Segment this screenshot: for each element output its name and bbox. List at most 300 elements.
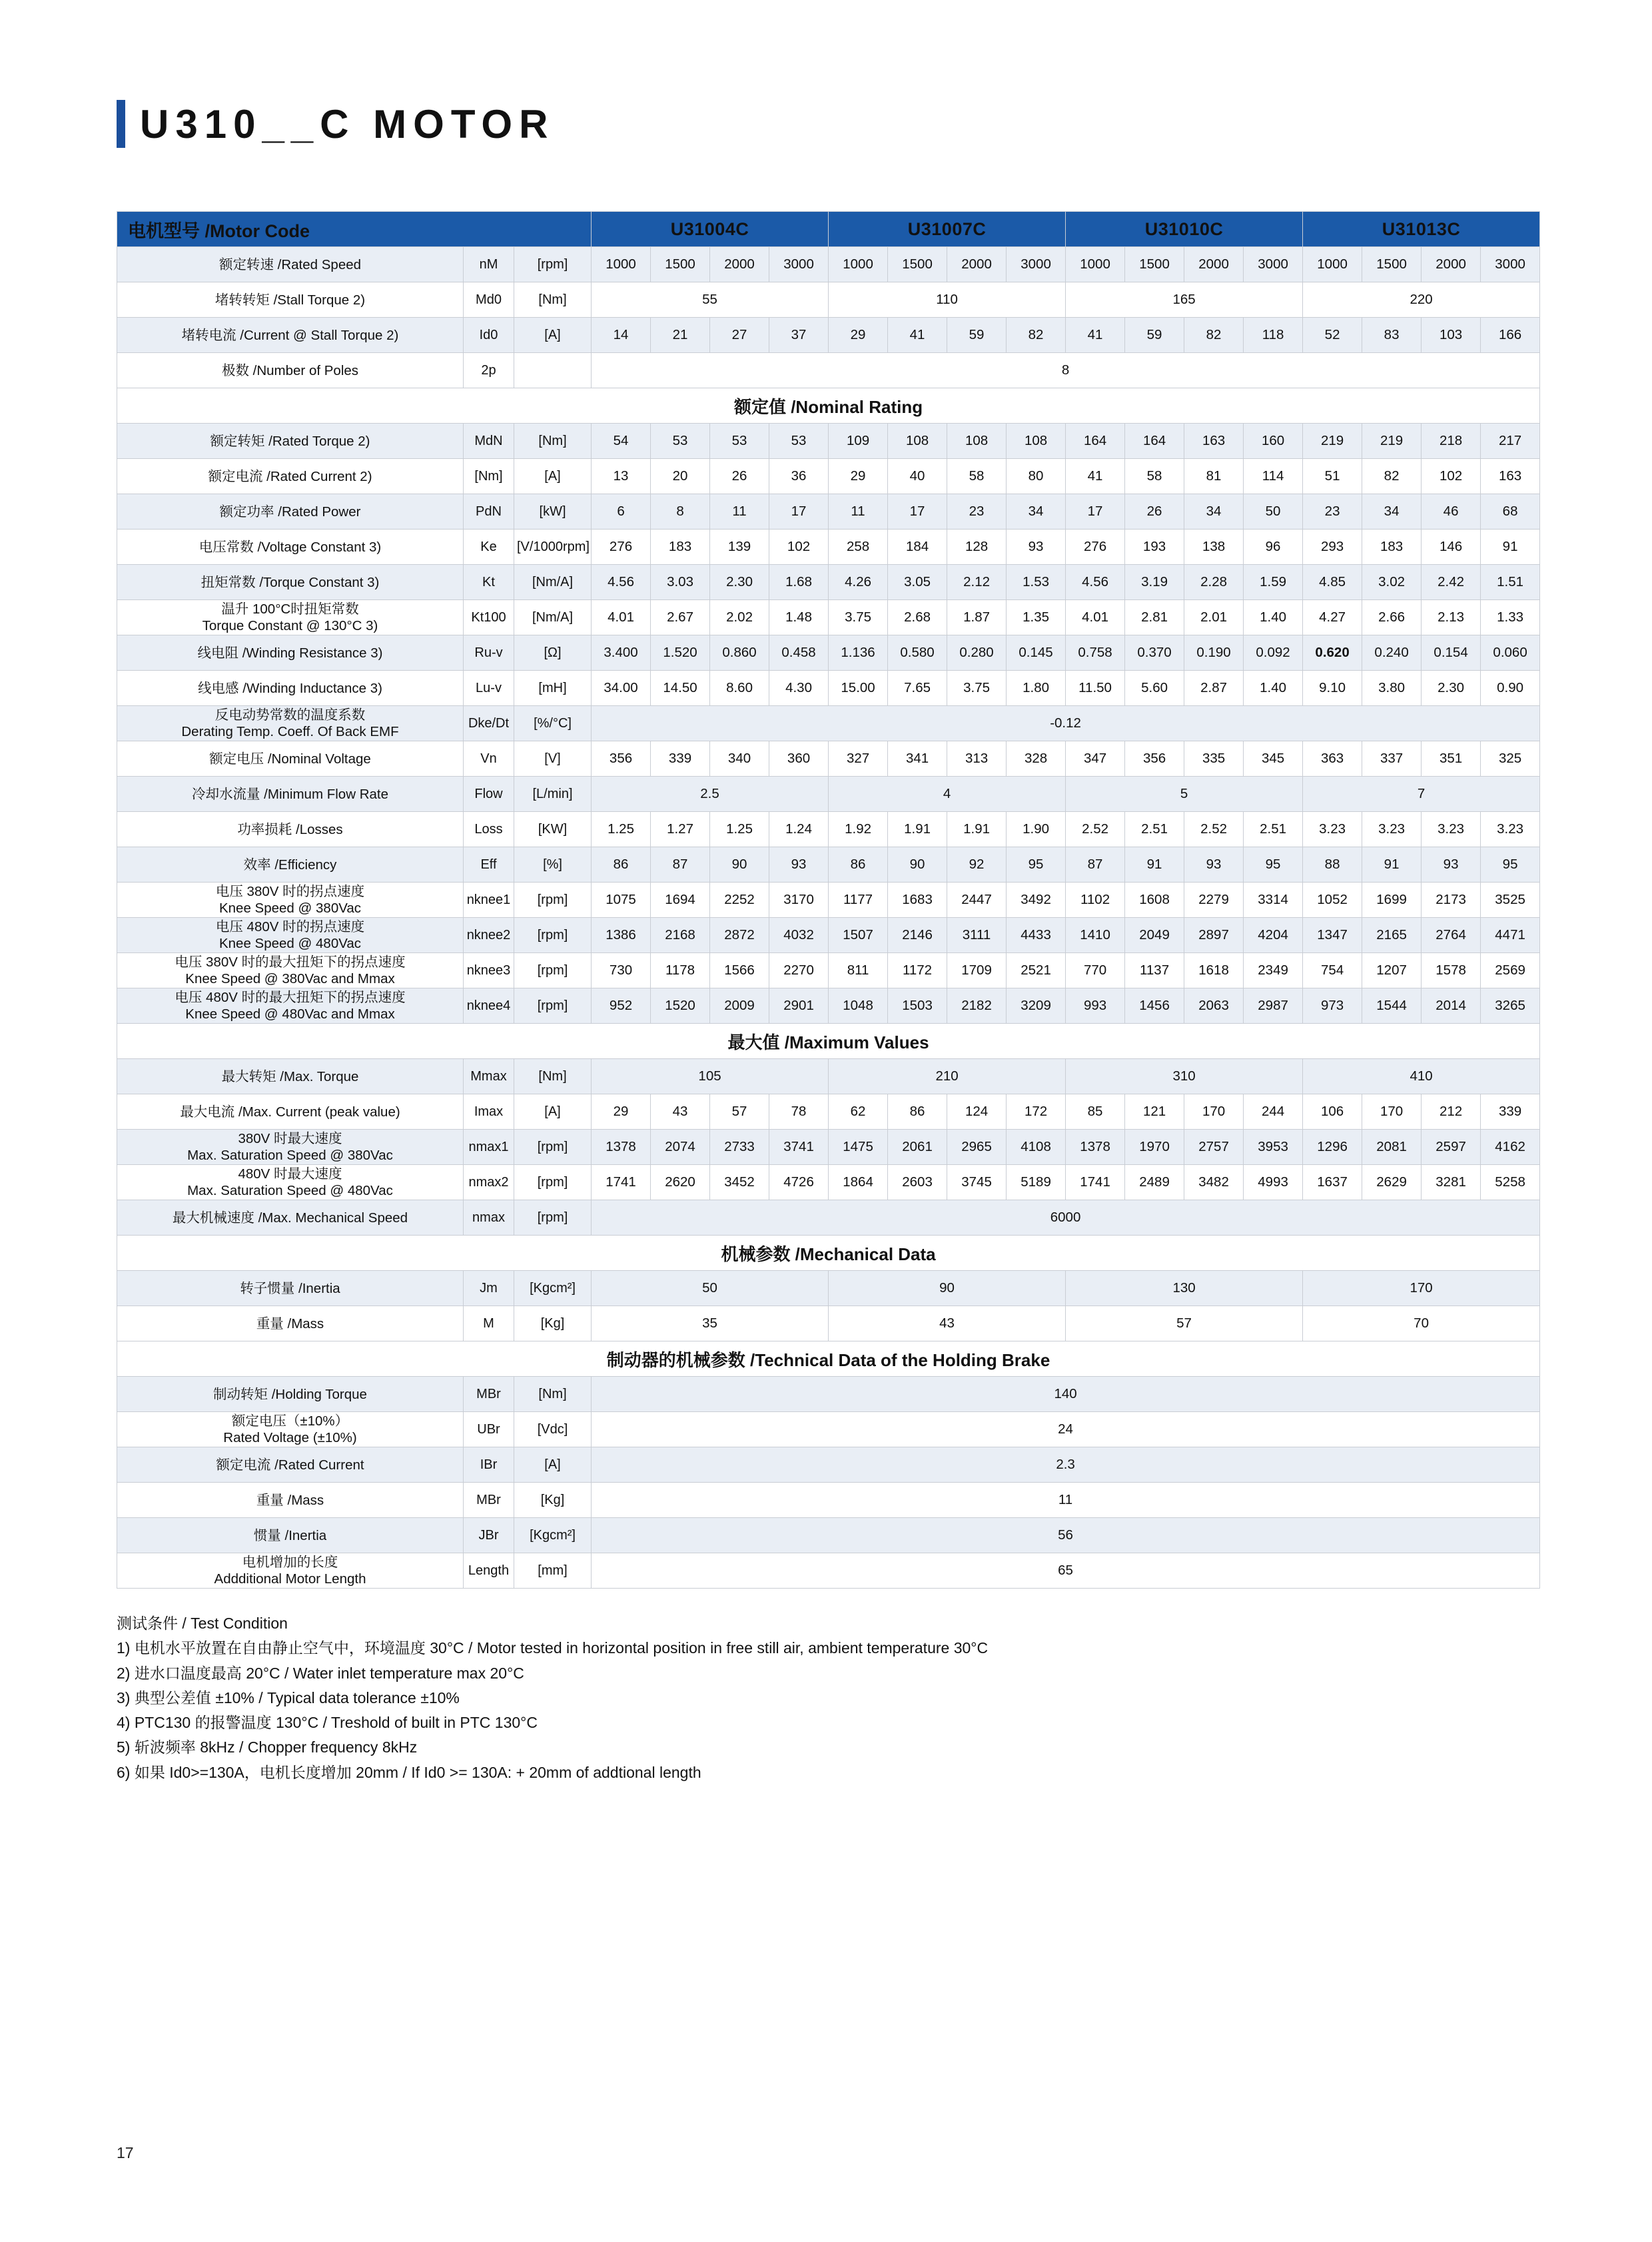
row-unit: [rpm]	[514, 953, 592, 988]
row-unit: [Nm]	[514, 1059, 592, 1094]
value-cell: 2252	[710, 883, 769, 918]
value-cell: 91	[1362, 847, 1422, 883]
row-symbol: nM	[464, 247, 514, 282]
value-cell: 58	[1125, 459, 1184, 494]
value-cell: 1207	[1362, 953, 1422, 988]
value-cell: 3.05	[888, 565, 947, 600]
value-cell: 93	[769, 847, 829, 883]
note-item: 2) 进水口温度最高 20°C / Water inlet temperature max 20°C	[117, 1664, 524, 1682]
table-row	[117, 635, 1540, 671]
value-cell: 21	[651, 318, 710, 353]
section-title: 额定值 /Nominal Rating	[117, 388, 1540, 424]
value-cell: 26	[710, 459, 769, 494]
value-cell: 217	[1481, 424, 1540, 459]
value-cell: 3281	[1422, 1165, 1481, 1200]
row-label: 冷却水流量 /Minimum Flow Rate	[117, 777, 464, 812]
table-row	[117, 1483, 1540, 1518]
value-cell: 212	[1422, 1094, 1481, 1130]
value-cell: 86	[592, 847, 651, 883]
value-cell: 3170	[769, 883, 829, 918]
row-unit	[514, 353, 592, 388]
value-cell: 2629	[1362, 1165, 1422, 1200]
table-row	[117, 812, 1540, 847]
table-row	[117, 988, 1540, 1024]
value-cell: 1000	[1303, 247, 1362, 282]
row-symbol: Kt	[464, 565, 514, 600]
table-row	[117, 918, 1540, 953]
table-row	[117, 1094, 1540, 1130]
value-cell: 345	[1244, 741, 1303, 777]
value-cell: 0.860	[710, 635, 769, 671]
table-row	[117, 282, 1540, 318]
table-row	[117, 847, 1540, 883]
table-row	[117, 1377, 1540, 1412]
value-cell: 1.40	[1244, 671, 1303, 706]
value-cell: 2620	[651, 1165, 710, 1200]
value-cell: 58	[947, 459, 1007, 494]
value-cell: 0.758	[1066, 635, 1125, 671]
value-cell: 1177	[829, 883, 888, 918]
row-symbol: Lu-v	[464, 671, 514, 706]
value-cell: 325	[1481, 741, 1540, 777]
value-cell: 81	[1184, 459, 1244, 494]
value-cell: 1.48	[769, 600, 829, 635]
value-cell: 2009	[710, 988, 769, 1024]
value-cell: 3.23	[1303, 812, 1362, 847]
value-cell: 3.75	[829, 600, 888, 635]
value-cell: 146	[1422, 530, 1481, 565]
row-symbol: Ke	[464, 530, 514, 565]
value-cell: 14	[592, 318, 651, 353]
table-row	[117, 600, 1540, 635]
row-symbol: Loss	[464, 812, 514, 847]
value-cell: 1378	[1066, 1130, 1125, 1165]
value-cell: 3265	[1481, 988, 1540, 1024]
value-cell: 109	[829, 424, 888, 459]
value-cell: 62	[829, 1094, 888, 1130]
row-unit: [rpm]	[514, 1165, 592, 1200]
value-cell: 17	[769, 494, 829, 530]
row-label: 最大机械速度 /Max. Mechanical Speed	[117, 1200, 464, 1236]
value-cell: 754	[1303, 953, 1362, 988]
section-title: 最大值 /Maximum Values	[117, 1024, 1540, 1059]
value-cell: 5.60	[1125, 671, 1184, 706]
row-label: 480V 时最大速度 Max. Saturation Speed @ 480Vac	[117, 1165, 464, 1200]
value-cell: 2173	[1422, 883, 1481, 918]
value-cell: 82	[1184, 318, 1244, 353]
value-cell: 54	[592, 424, 651, 459]
value-cell: 2.67	[651, 600, 710, 635]
value-cell: 219	[1303, 424, 1362, 459]
row-unit: [Nm]	[514, 424, 592, 459]
value-cell: 1.91	[888, 812, 947, 847]
value-cell: 24	[592, 1412, 1540, 1447]
value-cell: 3000	[1007, 247, 1066, 282]
value-cell: 4471	[1481, 918, 1540, 953]
value-cell: 29	[829, 318, 888, 353]
test-conditions	[117, 1611, 1535, 1785]
value-cell: 1.35	[1007, 600, 1066, 635]
table-row	[117, 1447, 1540, 1483]
value-cell: 2000	[710, 247, 769, 282]
table-row	[117, 1059, 1540, 1094]
value-cell: 2987	[1244, 988, 1303, 1024]
value-cell: 87	[651, 847, 710, 883]
value-cell: 17	[1066, 494, 1125, 530]
value-cell: 2061	[888, 1130, 947, 1165]
table-row	[117, 1553, 1540, 1589]
value-cell: 1075	[592, 883, 651, 918]
value-cell: 351	[1422, 741, 1481, 777]
value-cell: 90	[888, 847, 947, 883]
row-symbol: nknee3	[464, 953, 514, 988]
table-row	[117, 883, 1540, 918]
row-label: 电机增加的长度 Addditional Motor Length	[117, 1553, 464, 1589]
value-cell: 2.5	[592, 777, 829, 812]
row-label: 最大转矩 /Max. Torque	[117, 1059, 464, 1094]
row-symbol: UBr	[464, 1412, 514, 1447]
row-label: 堵转转矩 /Stall Torque 2)	[117, 282, 464, 318]
value-cell: 360	[769, 741, 829, 777]
value-cell: 1.25	[592, 812, 651, 847]
value-cell: -0.12	[592, 706, 1540, 741]
value-cell: 1699	[1362, 883, 1422, 918]
value-cell: 103	[1422, 318, 1481, 353]
value-cell: 1.59	[1244, 565, 1303, 600]
value-cell: 86	[829, 847, 888, 883]
row-symbol: PdN	[464, 494, 514, 530]
note-item: 6) 如果 Id0>=130A，电机长度增加 20mm / If Id0 >= 130A: + 20mm of addtional length	[117, 1763, 701, 1781]
value-cell: 3000	[1244, 247, 1303, 282]
row-unit: [rpm]	[514, 988, 592, 1024]
section-header-row	[117, 1341, 1540, 1377]
value-cell: 1.53	[1007, 565, 1066, 600]
value-cell: 337	[1362, 741, 1422, 777]
motor-spec-table	[117, 211, 1540, 1589]
value-cell: 90	[710, 847, 769, 883]
row-unit: [kW]	[514, 494, 592, 530]
value-cell: 50	[1244, 494, 1303, 530]
value-cell: 2146	[888, 918, 947, 953]
value-cell: 2074	[651, 1130, 710, 1165]
value-cell: 57	[1066, 1306, 1303, 1341]
page-title	[117, 100, 1535, 148]
row-symbol: M	[464, 1306, 514, 1341]
value-cell: 1864	[829, 1165, 888, 1200]
value-cell: 1970	[1125, 1130, 1184, 1165]
row-label: 电压 480V 时的最大扭矩下的拐点速度 Knee Speed @ 480Vac and Mmax	[117, 988, 464, 1024]
row-unit: [Kgcm²]	[514, 1271, 592, 1306]
row-unit: [Nm]	[514, 1377, 592, 1412]
value-cell: 1741	[592, 1165, 651, 1200]
value-cell: 2.81	[1125, 600, 1184, 635]
value-cell: 43	[651, 1094, 710, 1130]
value-cell: 4204	[1244, 918, 1303, 953]
value-cell: 8	[592, 353, 1540, 388]
value-cell: 170	[1184, 1094, 1244, 1130]
row-unit: [A]	[514, 1447, 592, 1483]
value-cell: 90	[829, 1271, 1066, 1306]
value-cell: 4162	[1481, 1130, 1540, 1165]
value-cell: 0.280	[947, 635, 1007, 671]
value-cell: 4993	[1244, 1165, 1303, 1200]
value-cell: 4.26	[829, 565, 888, 600]
row-unit: [Ω]	[514, 635, 592, 671]
value-cell: 17	[888, 494, 947, 530]
table-row	[117, 741, 1540, 777]
note-item: 3) 典型公差值 ±10% / Typical data tolerance ±10%	[117, 1688, 460, 1706]
value-cell: 2757	[1184, 1130, 1244, 1165]
row-label: 额定转速 /Rated Speed	[117, 247, 464, 282]
row-symbol: nknee1	[464, 883, 514, 918]
section-header-row	[117, 1024, 1540, 1059]
value-cell: 363	[1303, 741, 1362, 777]
value-cell: 5258	[1481, 1165, 1540, 1200]
value-cell: 4433	[1007, 918, 1066, 953]
value-cell: 23	[1303, 494, 1362, 530]
row-symbol: JBr	[464, 1518, 514, 1553]
table-row	[117, 1165, 1540, 1200]
row-label: 反电动势常数的温度系数 Derating Temp. Coeff. Of Back EMF	[117, 706, 464, 741]
value-cell: 163	[1481, 459, 1540, 494]
value-cell: 1500	[651, 247, 710, 282]
value-cell: 1.87	[947, 600, 1007, 635]
value-cell: 1052	[1303, 883, 1362, 918]
row-symbol: 2p	[464, 353, 514, 388]
value-cell: 2489	[1125, 1165, 1184, 1200]
row-symbol: MBr	[464, 1377, 514, 1412]
row-unit: [%]	[514, 847, 592, 883]
value-cell: 124	[947, 1094, 1007, 1130]
value-cell: 1.90	[1007, 812, 1066, 847]
value-cell: 0.060	[1481, 635, 1540, 671]
value-cell: 52	[1303, 318, 1362, 353]
value-cell: 347	[1066, 741, 1125, 777]
row-label: 重量 /Mass	[117, 1306, 464, 1341]
row-label: 最大电流 /Max. Current (peak value)	[117, 1094, 464, 1130]
row-label: 额定电压（±10%） Rated Voltage (±10%)	[117, 1412, 464, 1447]
value-cell: 170	[1303, 1271, 1540, 1306]
value-cell: 34	[1362, 494, 1422, 530]
row-symbol: nmax	[464, 1200, 514, 1236]
value-cell: 2182	[947, 988, 1007, 1024]
value-cell: 3209	[1007, 988, 1066, 1024]
table-row	[117, 1306, 1540, 1341]
value-cell: 70	[1303, 1306, 1540, 1341]
value-cell: 2000	[1422, 247, 1481, 282]
value-cell: 108	[947, 424, 1007, 459]
value-cell: 328	[1007, 741, 1066, 777]
value-cell: 3953	[1244, 1130, 1303, 1165]
value-cell: 1000	[592, 247, 651, 282]
value-cell: 1503	[888, 988, 947, 1024]
value-cell: 2000	[947, 247, 1007, 282]
value-cell: 1178	[651, 953, 710, 988]
row-unit: [V/1000rpm]	[514, 530, 592, 565]
row-unit: [Kg]	[514, 1306, 592, 1341]
value-cell: 1.520	[651, 635, 710, 671]
value-cell: 108	[1007, 424, 1066, 459]
row-unit: [rpm]	[514, 883, 592, 918]
value-cell: 2521	[1007, 953, 1066, 988]
value-cell: 183	[1362, 530, 1422, 565]
value-cell: 8	[651, 494, 710, 530]
value-cell: 55	[592, 282, 829, 318]
value-cell: 2.13	[1422, 600, 1481, 635]
value-cell: 114	[1244, 459, 1303, 494]
value-cell: 0.154	[1422, 635, 1481, 671]
table-row	[117, 1271, 1540, 1306]
value-cell: 3000	[769, 247, 829, 282]
row-label: 380V 时最大速度 Max. Saturation Speed @ 380Vac	[117, 1130, 464, 1165]
value-cell: 85	[1066, 1094, 1125, 1130]
section-header-row	[117, 388, 1540, 424]
value-cell: 139	[710, 530, 769, 565]
row-unit: [L/min]	[514, 777, 592, 812]
value-cell: 95	[1007, 847, 1066, 883]
value-cell: 29	[592, 1094, 651, 1130]
value-cell: 1.24	[769, 812, 829, 847]
value-cell: 34	[1184, 494, 1244, 530]
value-cell: 2168	[651, 918, 710, 953]
value-cell: 83	[1362, 318, 1422, 353]
row-label: 电压 480V 时的拐点速度 Knee Speed @ 480Vac	[117, 918, 464, 953]
row-unit: [Kg]	[514, 1483, 592, 1518]
value-cell: 1296	[1303, 1130, 1362, 1165]
value-cell: 258	[829, 530, 888, 565]
value-cell: 2.52	[1184, 812, 1244, 847]
value-cell: 1137	[1125, 953, 1184, 988]
value-cell: 4.01	[592, 600, 651, 635]
note-item: 4) PTC130 的报警温度 130°C / Treshold of built in PTC 130°C	[117, 1714, 538, 1731]
row-label: 功率损耗 /Losses	[117, 812, 464, 847]
table-row	[117, 671, 1540, 706]
row-label: 效率 /Efficiency	[117, 847, 464, 883]
value-cell: 46	[1422, 494, 1481, 530]
value-cell: 356	[592, 741, 651, 777]
value-cell: 80	[1007, 459, 1066, 494]
value-cell: 1.27	[651, 812, 710, 847]
value-cell: 1.68	[769, 565, 829, 600]
value-cell: 1709	[947, 953, 1007, 988]
value-cell: 0.90	[1481, 671, 1540, 706]
row-symbol: Mmax	[464, 1059, 514, 1094]
value-cell: 87	[1066, 847, 1125, 883]
row-label: 重量 /Mass	[117, 1483, 464, 1518]
value-cell: 172	[1007, 1094, 1066, 1130]
value-cell: 1637	[1303, 1165, 1362, 1200]
value-cell: 3.80	[1362, 671, 1422, 706]
value-cell: 91	[1125, 847, 1184, 883]
value-cell: 184	[888, 530, 947, 565]
value-cell: 2.42	[1422, 565, 1481, 600]
value-cell: 410	[1303, 1059, 1540, 1094]
value-cell: 1520	[651, 988, 710, 1024]
value-cell: 244	[1244, 1094, 1303, 1130]
row-unit: [mm]	[514, 1553, 592, 1589]
value-cell: 276	[592, 530, 651, 565]
value-cell: 41	[1066, 459, 1125, 494]
notes-title: 测试条件 / Test Condition	[117, 1615, 288, 1632]
value-cell: 130	[1066, 1271, 1303, 1306]
value-cell: 2000	[1184, 247, 1244, 282]
value-cell: 27	[710, 318, 769, 353]
table-row	[117, 706, 1540, 741]
note-item: 5) 斩波频率 8kHz / Chopper frequency 8kHz	[117, 1738, 418, 1756]
row-unit: [rpm]	[514, 1200, 592, 1236]
value-cell: 41	[888, 318, 947, 353]
row-unit: [mH]	[514, 671, 592, 706]
value-cell: 220	[1303, 282, 1540, 318]
value-cell: 2872	[710, 918, 769, 953]
value-cell: 51	[1303, 459, 1362, 494]
row-symbol: nknee2	[464, 918, 514, 953]
value-cell: 0.240	[1362, 635, 1422, 671]
value-cell: 2965	[947, 1130, 1007, 1165]
table-row	[117, 1412, 1540, 1447]
value-cell: 53	[651, 424, 710, 459]
value-cell: 0.092	[1244, 635, 1303, 671]
value-cell: 93	[1184, 847, 1244, 883]
title-text: U310__C MOTOR	[140, 101, 555, 147]
value-cell: 973	[1303, 988, 1362, 1024]
value-cell: 4.56	[1066, 565, 1125, 600]
value-cell: 88	[1303, 847, 1362, 883]
value-cell: 36	[769, 459, 829, 494]
row-symbol: [Nm]	[464, 459, 514, 494]
value-cell: 4108	[1007, 1130, 1066, 1165]
value-cell: 41	[1066, 318, 1125, 353]
table-row	[117, 353, 1540, 388]
value-cell: 5	[1066, 777, 1303, 812]
value-cell: 163	[1184, 424, 1244, 459]
value-cell: 0.145	[1007, 635, 1066, 671]
section-title: 机械参数 /Mechanical Data	[117, 1236, 1540, 1271]
row-symbol: MBr	[464, 1483, 514, 1518]
value-cell: 770	[1066, 953, 1125, 988]
value-cell: 86	[888, 1094, 947, 1130]
page-number: 17	[117, 2144, 134, 2161]
value-cell: 730	[592, 953, 651, 988]
value-cell: 2597	[1422, 1130, 1481, 1165]
value-cell: 276	[1066, 530, 1125, 565]
value-cell: 1.40	[1244, 600, 1303, 635]
value-cell: 219	[1362, 424, 1422, 459]
value-cell: 2081	[1362, 1130, 1422, 1165]
row-label: 额定电流 /Rated Current 2)	[117, 459, 464, 494]
value-cell: 2603	[888, 1165, 947, 1200]
section-title: 制动器的机械参数 /Technical Data of the Holding Brake	[117, 1341, 1540, 1377]
value-cell: 4.01	[1066, 600, 1125, 635]
table-row	[117, 1200, 1540, 1236]
value-cell: 165	[1066, 282, 1303, 318]
value-cell: 1618	[1184, 953, 1244, 988]
row-label: 线电阻 /Winding Resistance 3)	[117, 635, 464, 671]
value-cell: 65	[592, 1553, 1540, 1589]
value-cell: 1566	[710, 953, 769, 988]
value-cell: 164	[1125, 424, 1184, 459]
value-cell: 1500	[1125, 247, 1184, 282]
value-cell: 7.65	[888, 671, 947, 706]
row-unit: [Vdc]	[514, 1412, 592, 1447]
row-symbol: Eff	[464, 847, 514, 883]
value-cell: 1.51	[1481, 565, 1540, 600]
value-cell: 2897	[1184, 918, 1244, 953]
value-cell: 3.19	[1125, 565, 1184, 600]
value-cell: 53	[710, 424, 769, 459]
value-cell: 118	[1244, 318, 1303, 353]
value-cell: 4726	[769, 1165, 829, 1200]
